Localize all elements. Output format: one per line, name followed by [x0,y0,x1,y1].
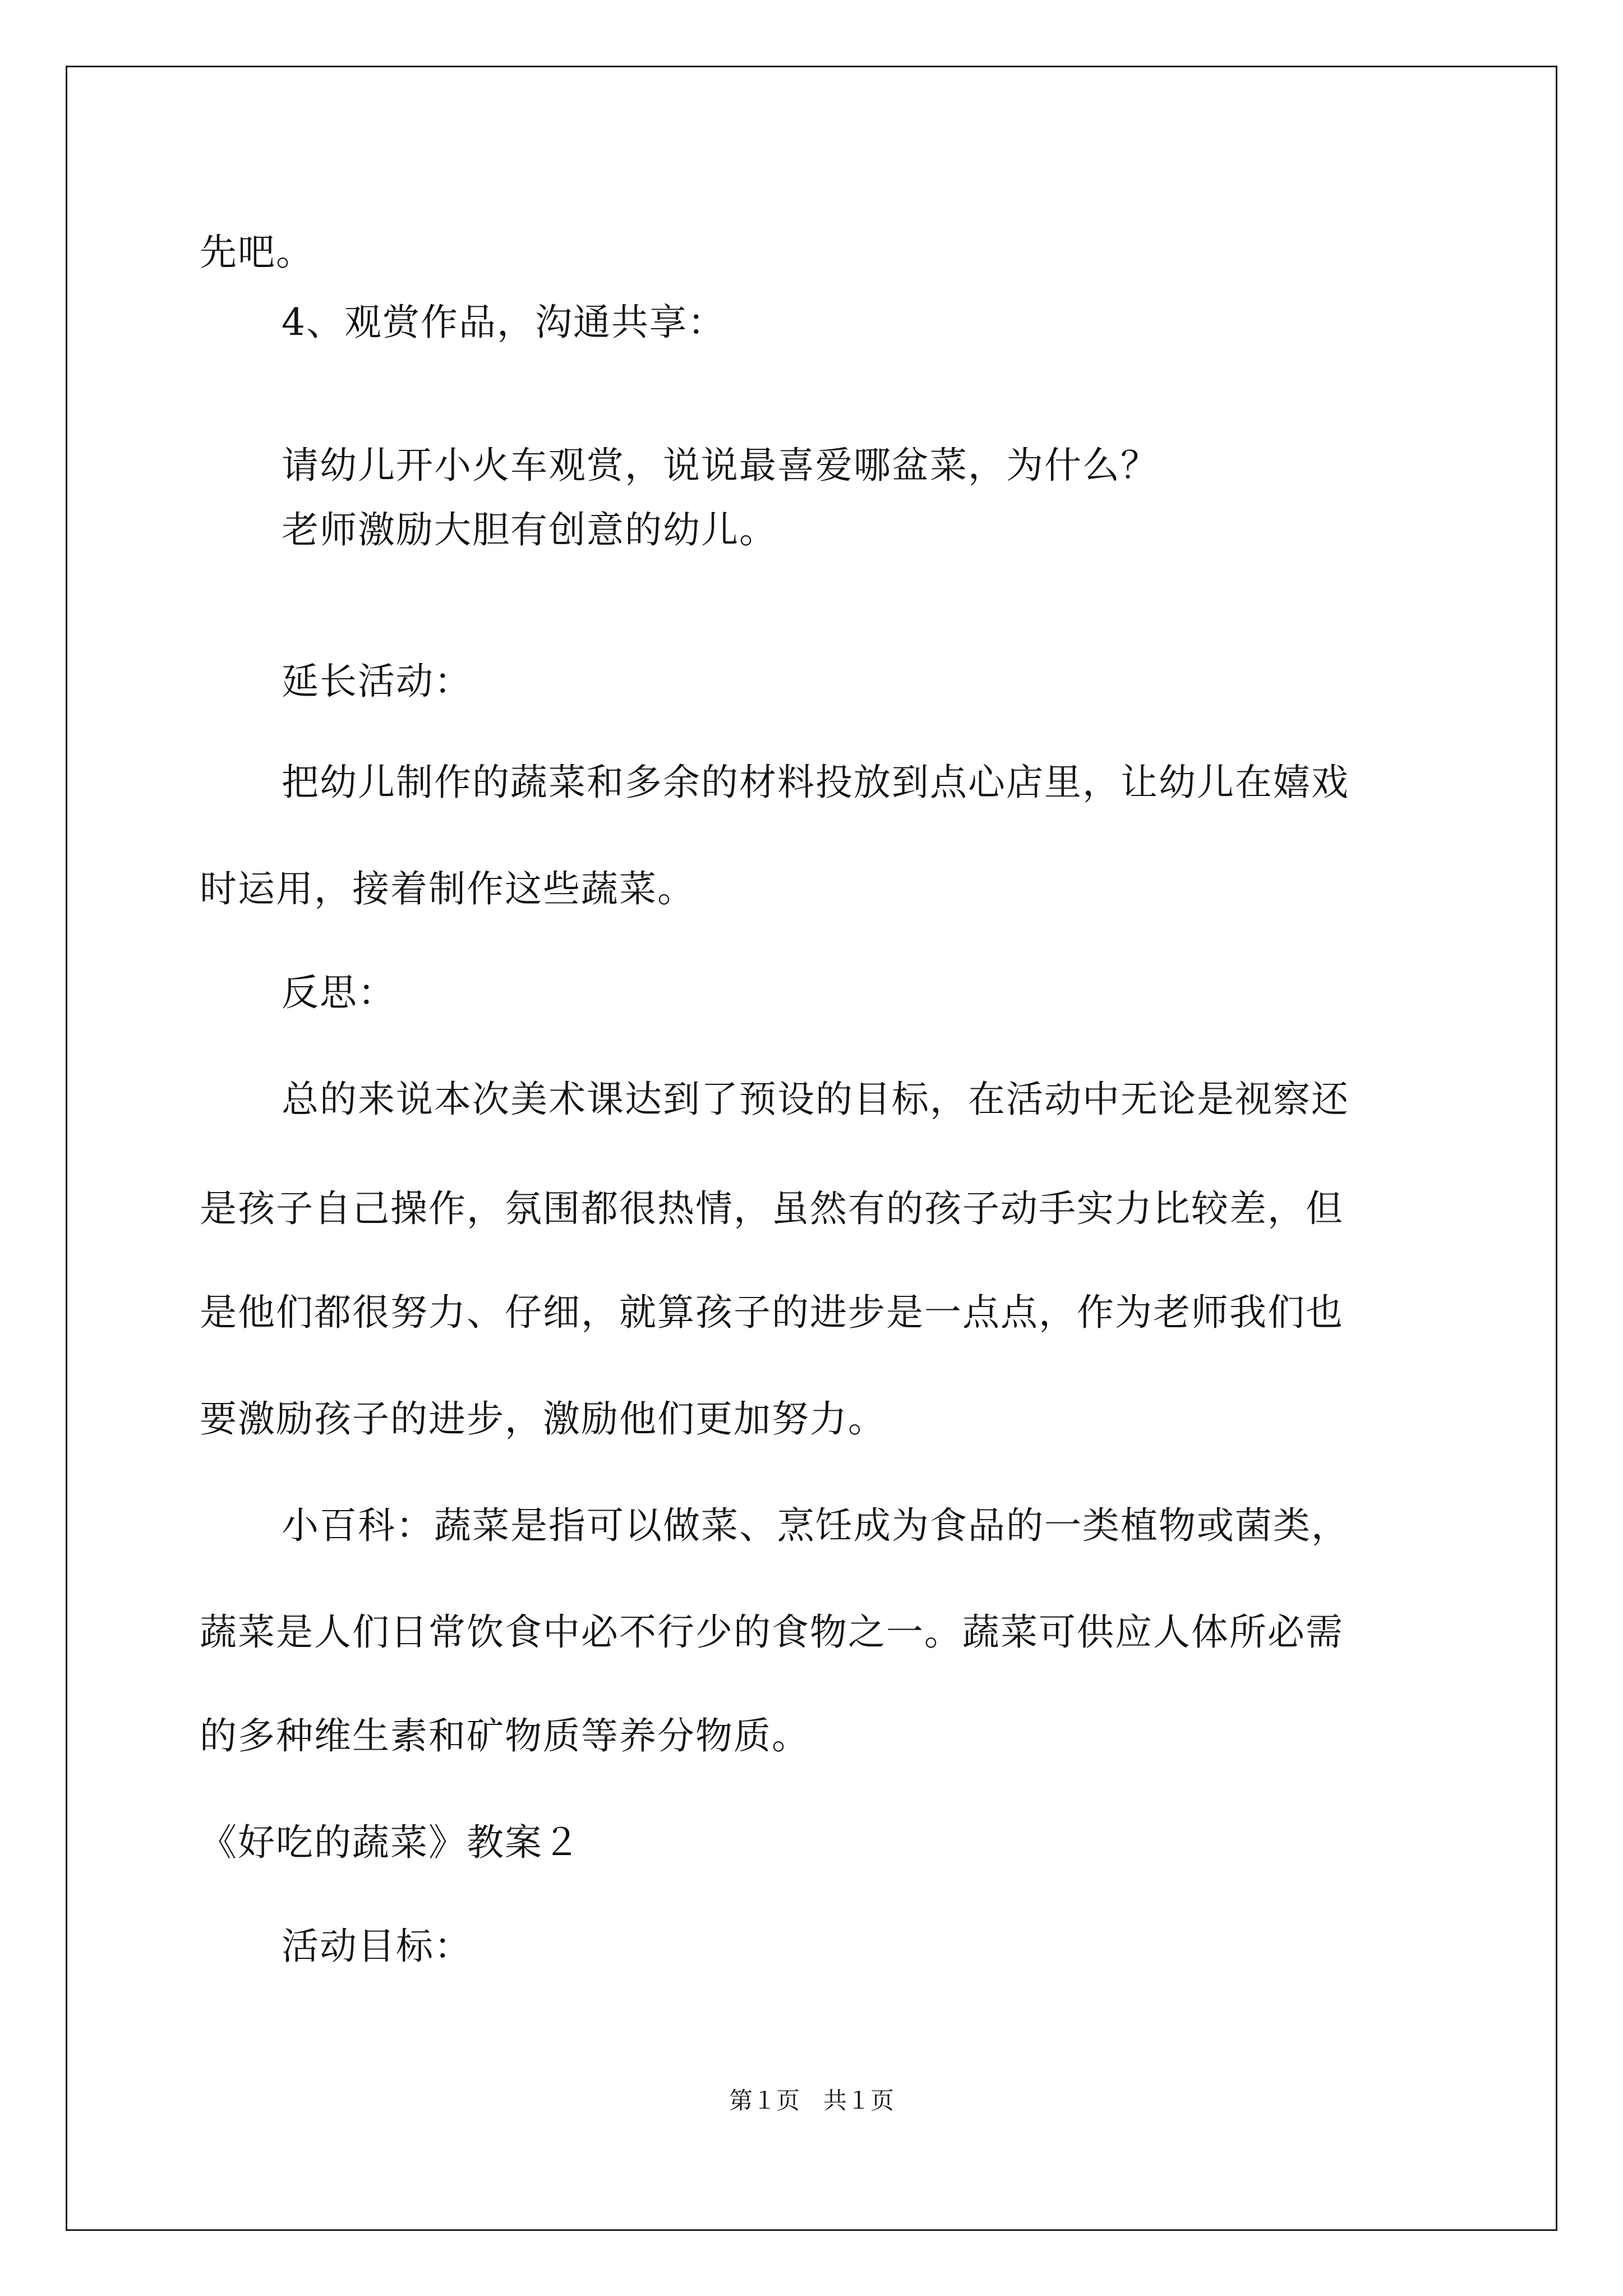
text-line: 要激励孩子的进步，激励他们更加努力。 [200,1397,886,1441]
page-number: 第１页 共１页 [728,2087,894,2114]
text-line: 先吧。 [200,231,314,274]
section-heading: 反思： [282,971,396,1014]
text-line: 请幼儿开小火车观赏，说说最喜爱哪盆菜，为什么？ [282,444,1159,487]
text-line: 总的来说本次美术课达到了预设的目标，在活动中无论是视察还 [282,1078,1349,1121]
text-line: 是他们都很努力、仔细，就算孩子的进步是一点点，作为老师我们也 [200,1291,1344,1334]
text-line: 老师激励大胆有创意的幼儿。 [282,508,777,551]
text-line: 时运用，接着制作这些蔬菜。 [200,867,695,910]
section-heading: 4、观赏作品，沟通共享： [282,301,726,344]
document-title: 《好吃的蔬菜》教案２ [200,1821,581,1864]
text-line: 把幼儿制作的蔬菜和多余的材料投放到点心店里，让幼儿在嬉戏 [282,761,1349,804]
text-line: 的多种维生素和矿物质等养分物质。 [200,1714,810,1757]
section-heading: 活动目标： [282,1925,472,1968]
section-heading: 延长活动： [282,660,472,703]
text-line: 蔬菜是人们日常饮食中必不行少的食物之一。蔬菜可供应人体所必需 [200,1611,1344,1654]
page-border [66,66,1557,2231]
text-line: 小百科：蔬菜是指可以做菜、烹饪成为食品的一类植物或菌类， [282,1504,1349,1547]
text-line: 是孩子自己操作，氛围都很热情，虽然有的孩子动手实力比较差，但 [200,1187,1344,1230]
